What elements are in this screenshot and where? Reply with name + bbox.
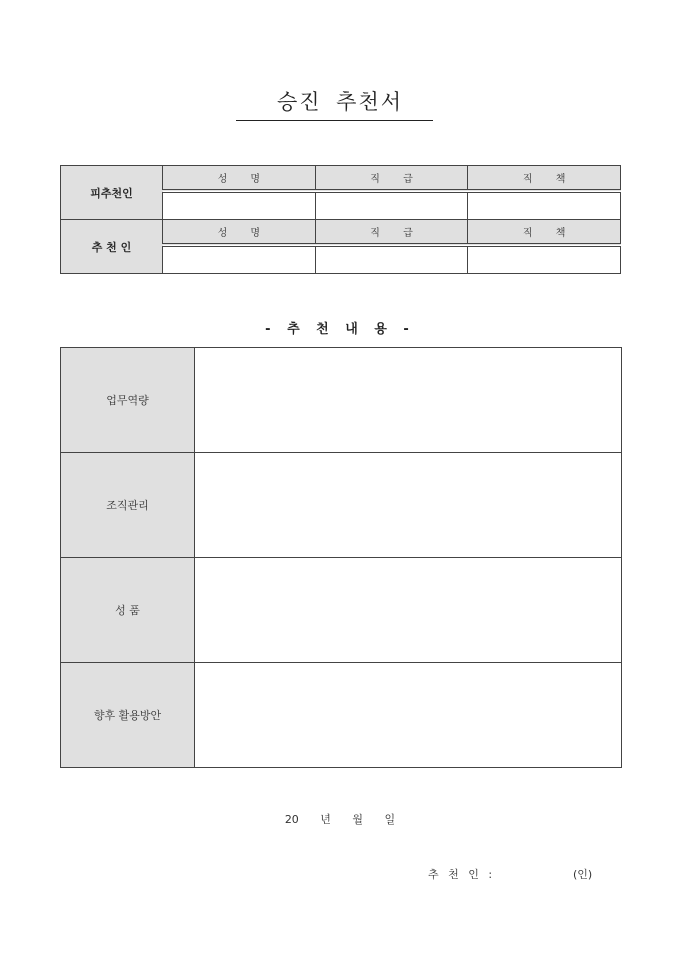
nominee-name-header: 성 명 [163,166,316,192]
recommendation-content-table [60,347,622,768]
future-utilization-label: 향후 활용방안 [61,663,195,768]
character-label: 성 품 [61,558,195,663]
future-utilization-field[interactable] [195,663,622,768]
nominee-name-field[interactable] [163,191,316,220]
character-field[interactable] [195,558,622,663]
title-wrap [0,86,680,121]
nominee-rank-header: 직 급 [315,166,468,192]
nominee-position-field[interactable] [468,191,621,220]
organization-management-field[interactable] [195,453,622,558]
organization-management-label: 조직관리 [61,453,195,558]
work-capability-field[interactable] [195,348,622,453]
recommender-rank-header: 직 급 [315,220,468,246]
section-title: - 추 천 내 용 - [265,322,415,337]
recommender-rank-field[interactable] [315,245,468,274]
title-underline [236,120,433,121]
people-table [60,165,621,274]
recommender-name-header: 성 명 [163,220,316,246]
seal-mark: (인) [573,868,593,881]
document-title: 승진 추천서 [273,86,407,121]
recommender-name-field[interactable] [163,245,316,274]
recommender-label: 추 천 인 [61,220,163,274]
recommender-position-field[interactable] [468,245,621,274]
work-capability-label: 업무역량 [61,348,195,453]
nominee-position-header: 직 책 [468,166,621,192]
nominee-label: 피추천인 [61,166,163,220]
recommender-position-header: 직 책 [468,220,621,246]
signer-label: 추 천 인 : [428,868,496,881]
nominee-rank-field[interactable] [315,191,468,220]
date-line: 20 년 월 일 [284,813,396,826]
